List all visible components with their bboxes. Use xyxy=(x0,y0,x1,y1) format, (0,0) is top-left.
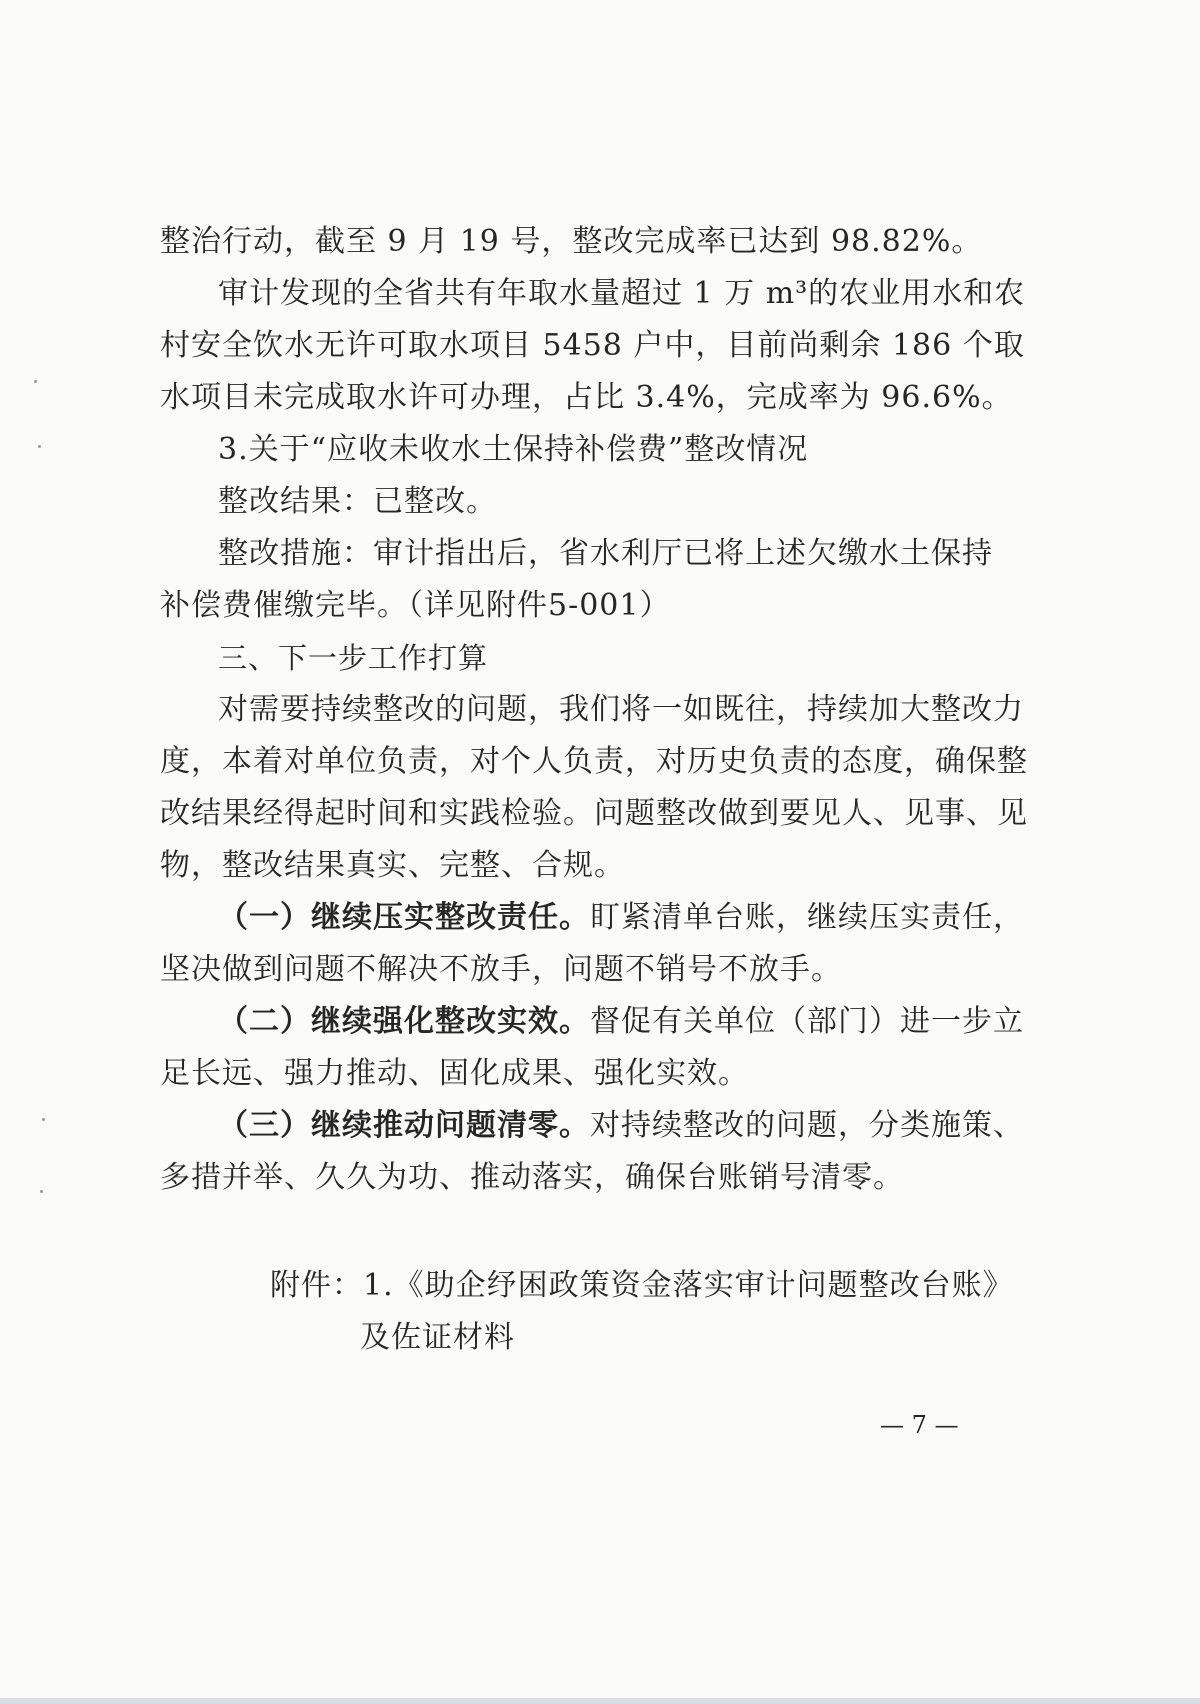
section-heading: 三、下一步工作打算 xyxy=(218,641,489,675)
paragraph-line: 村安全饮水无许可取水项目 5458 户中，目前尚剩余 186 个取 xyxy=(160,328,1025,363)
paragraph-line: 审计发现的全省共有年取水量超过 1 万 m³的农业用水和农 xyxy=(218,276,1026,311)
paragraph-line: 整治行动，截至 9 月 19 号，整改完成率已达到 98.82%。 xyxy=(160,224,983,259)
paragraph-line xyxy=(218,898,1024,938)
item-title: （一）继续压实整改责任。 xyxy=(218,900,590,935)
section-subheading: 3.关于“应收未收水土保持补偿费”整改情况 xyxy=(218,432,809,467)
paragraph-line: 改结果经得起时间和实践检验。问题整改做到要见人、见事、见 xyxy=(160,796,1028,831)
paragraph-line: 整改结果：已整改。 xyxy=(218,484,497,519)
item-text: 督促有关单位（部门）进一步立 xyxy=(590,1004,1024,1039)
paragraph-line xyxy=(218,1106,1024,1146)
paragraph-line: 度，本着对单位负责，对个人负责，对历史负责的态度，确保整 xyxy=(160,744,1028,779)
scan-speck xyxy=(40,1190,43,1193)
paragraph-line: 足长远、强力推动、固化成果、强化实效。 xyxy=(160,1056,749,1091)
scan-speck xyxy=(42,1118,45,1121)
page-number: — 7 — xyxy=(880,1411,959,1439)
item-text: 盯紧清单台账，继续压实责任， xyxy=(590,900,1024,935)
attachment-line: 及佐证材料 xyxy=(360,1320,515,1355)
scan-edge xyxy=(0,1698,1200,1704)
paragraph-line: 整改措施：审计指出后，省水利厅已将上述欠缴水土保持 xyxy=(218,536,993,571)
paragraph-line xyxy=(218,1002,1024,1042)
item-title: （三）继续推动问题清零。 xyxy=(218,1108,590,1143)
item-text: 对持续整改的问题，分类施策、 xyxy=(590,1108,1024,1143)
paragraph-line: 多措并举、久久为功、推动落实，确保台账销号清零。 xyxy=(160,1160,904,1195)
paragraph-line: 水项目未完成取水许可办理，占比 3.4%，完成率为 96.6%。 xyxy=(160,380,1013,415)
scan-speck xyxy=(34,380,37,383)
paragraph-line: 对需要持续整改的问题，我们将一如既往，持续加大整改力 xyxy=(218,692,1024,727)
paragraph-line: 补偿费催缴完毕。（详见附件5-001） xyxy=(160,588,671,623)
item-title: （二）继续强化整改实效。 xyxy=(218,1004,590,1039)
attachment-line: 附件：1.《助企纾困政策资金落实审计问题整改台账》 xyxy=(270,1268,1014,1303)
paragraph-line: 物，整改结果真实、完整、合规。 xyxy=(160,848,625,883)
scan-speck xyxy=(38,445,41,448)
paragraph-line: 坚决做到问题不解决不放手，问题不销号不放手。 xyxy=(160,952,842,987)
